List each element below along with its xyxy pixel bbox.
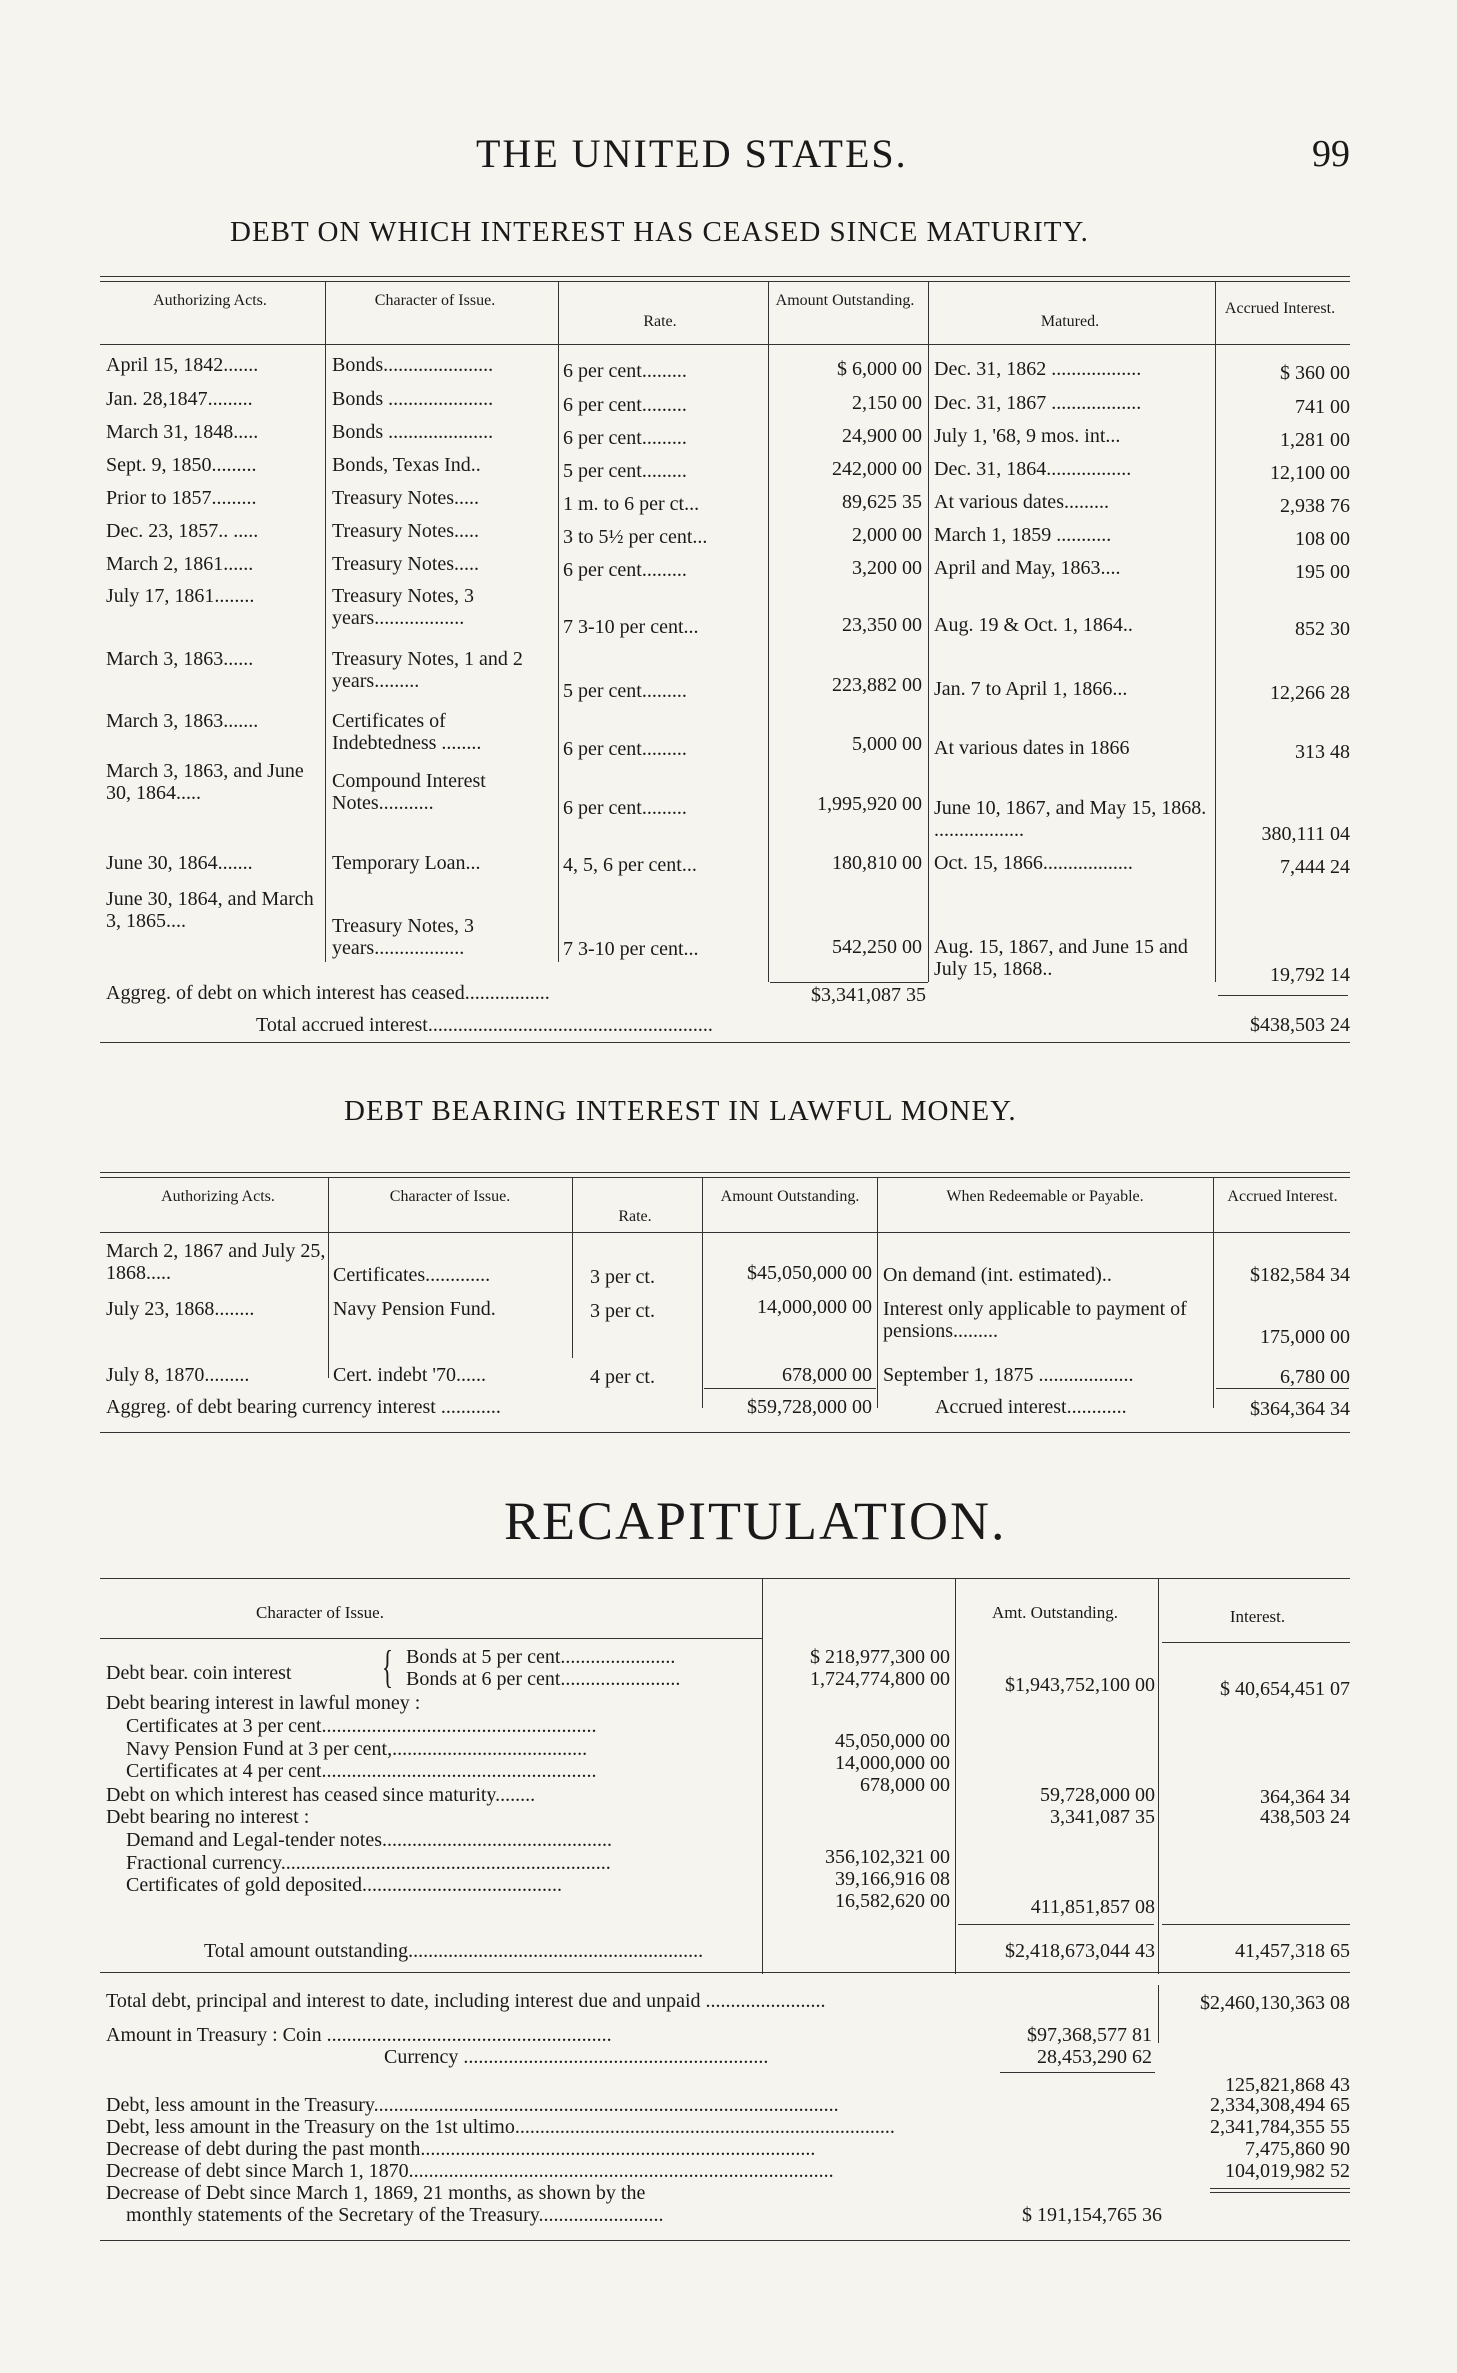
lawful-row-redeemable: September 1, 1875 ................... xyxy=(883,1364,1134,1386)
recap-noint-label: Debt bearing no interest : xyxy=(106,1806,310,1828)
ceased-row-matured: At various dates......... xyxy=(934,491,1109,513)
lawful-row-issue: Navy Pension Fund. xyxy=(333,1298,496,1320)
lawful-row-issue: Cert. indebt '70...... xyxy=(333,1364,487,1386)
ceased-aggregate-value: $3,341,087 35 xyxy=(811,984,926,1006)
ceased-row-interest: 2,938 76 xyxy=(1280,495,1350,517)
ceased-row-matured: Oct. 15, 1866.................. xyxy=(934,852,1133,874)
recap-gold-v: 16,582,620 00 xyxy=(835,1890,950,1912)
recap-navy: Navy Pension Fund at 3 per cent,....................................... xyxy=(126,1738,588,1760)
ceased-row-amount: 3,200 00 xyxy=(852,557,922,579)
recap-double-rule-2 xyxy=(1210,2192,1350,2193)
recap-less-label: Debt, less amount in the Treasury............................................................................................. xyxy=(106,2094,839,2116)
recap-vline-treasury xyxy=(1158,1985,1159,2043)
recap-top-rule xyxy=(100,1578,1350,1579)
ceased-row-interest: 380,111 04 xyxy=(1261,823,1350,845)
lawful-col-rate: Rate. xyxy=(618,1208,652,1225)
lawful-top-rule xyxy=(100,1172,1350,1173)
ceased-row-issue: Treasury Notes..... xyxy=(332,553,480,575)
ceased-row-issue: Treasury Notes, 3 years.................. xyxy=(332,915,475,959)
recap-table-bottom-rule xyxy=(100,1972,1350,1973)
recap-navy-v: 14,000,000 00 xyxy=(835,1752,950,1774)
recap-coin-label: Debt bear. coin interest xyxy=(106,1662,292,1684)
lawful-row-interest: 175,000 00 xyxy=(1260,1326,1350,1348)
ceased-header-rule xyxy=(100,344,1350,345)
ceased-row-acts: Sept. 9, 1850......... xyxy=(106,454,257,476)
recap-coin-bond5: Bonds at 5 per cent....................... xyxy=(406,1646,676,1668)
recap-cert3-v: 45,050,000 00 xyxy=(835,1730,950,1752)
recap-double-rule-1 xyxy=(1210,2188,1350,2189)
ceased-col-matured: Matured. xyxy=(1040,313,1100,330)
ceased-row-rate: 6 per cent......... xyxy=(563,559,687,581)
recap-cert4: Certificates at 4 per cent....................................................... xyxy=(126,1760,597,1782)
ceased-row-acts: Prior to 1857......... xyxy=(106,487,257,509)
recap-treasury-currency-label: Currency ............................................................. xyxy=(384,2046,769,2068)
recap-dec1869-line1: Decrease of Debt since March 1, 1869, 21 months, as shown by the xyxy=(106,2182,646,2204)
recap-col-amount: Amt. Outstanding. xyxy=(991,1603,1119,1622)
recap-total-int: 41,457,318 65 xyxy=(1235,1940,1350,1962)
ceased-row-amount: 2,150 00 xyxy=(852,392,922,414)
lawful-vline-3 xyxy=(702,1178,703,1408)
recap-total-amt: $2,418,673,044 43 xyxy=(1005,1940,1155,1962)
recap-col-interest: Interest. xyxy=(1229,1607,1286,1626)
ceased-row-matured: April and May, 1863.... xyxy=(934,557,1121,579)
recap-total-label: Total amount outstanding........................................................... xyxy=(204,1940,704,1962)
ceased-row-interest: 1,281 00 xyxy=(1280,429,1350,451)
ceased-total-label: Total accrued interest......................................................... xyxy=(256,1014,713,1036)
ceased-row-acts: March 2, 1861...... xyxy=(106,553,254,575)
ceased-row-acts: July 17, 1861........ xyxy=(106,585,255,607)
ceased-row-matured: Dec. 31, 1867 .................. xyxy=(934,392,1142,414)
ceased-row-rate: 6 per cent......... xyxy=(563,360,687,382)
ceased-col-character: Character of Issue. xyxy=(374,292,496,309)
ceased-row-interest: 852 30 xyxy=(1295,618,1350,640)
ceased-row-issue: Temporary Loan... xyxy=(332,852,481,874)
lawful-row-amount: 678,000 00 xyxy=(782,1364,872,1386)
lawful-col-redeemable: When Redeemable or Payable. xyxy=(946,1188,1144,1205)
recap-dec1869-value: $ 191,154,765 36 xyxy=(1022,2204,1162,2226)
lawful-row-interest: 6,780 00 xyxy=(1280,1366,1350,1388)
lawful-col-interest: Accrued Interest. xyxy=(1227,1188,1338,1205)
lawful-row-rate: 3 per ct. xyxy=(590,1266,655,1288)
recap-noint-amt: 411,851,857 08 xyxy=(1030,1896,1155,1918)
ceased-row-interest: 12,100 00 xyxy=(1270,462,1350,484)
recap-treasury-label: Amount in Treasury : Coin ......................................................... xyxy=(106,2024,612,2046)
ceased-col-rate: Rate. xyxy=(643,313,677,330)
recap-coin-v1: $ 218,977,300 00 xyxy=(810,1646,950,1668)
ceased-row-rate: 5 per cent......... xyxy=(563,460,687,482)
recap-treasury-rule xyxy=(1000,2072,1155,2073)
ceased-row-interest: $ 360 00 xyxy=(1280,362,1350,384)
lawful-row-redeemable: On demand (int. estimated).. xyxy=(883,1264,1112,1286)
ceased-row-rate: 1 m. to 6 per ct... xyxy=(563,493,700,515)
ceased-row-acts: June 30, 1864, and March 3, 1865.... xyxy=(106,888,314,932)
ceased-row-interest: 741 00 xyxy=(1295,396,1350,418)
ceased-total-value: $438,503 24 xyxy=(1250,1014,1350,1036)
ceased-row-amount: 242,000 00 xyxy=(832,458,922,480)
ceased-row-rate: 3 to 5½ per cent... xyxy=(563,526,708,548)
ceased-vline-2 xyxy=(558,282,559,962)
lawful-vline-5 xyxy=(1213,1178,1214,1408)
recap-less-value: 2,334,308,494 65 xyxy=(1210,2094,1350,2116)
recap-dec-month-label: Decrease of debt during the past month............................................................................... xyxy=(106,2138,816,2160)
ceased-row-acts: Dec. 23, 1857.. ..... xyxy=(106,520,259,542)
lawful-row-rate: 4 per ct. xyxy=(590,1366,655,1388)
recap-less1-value: 2,341,784,355 55 xyxy=(1210,2116,1350,2138)
ceased-row-acts: March 3, 1863....... xyxy=(106,710,259,732)
recap-title: RECAPITULATION. xyxy=(504,1491,1007,1551)
ceased-row-amount: 542,250 00 xyxy=(832,936,922,958)
recap-treasury-currency: 28,453,290 62 xyxy=(1037,2046,1152,2068)
ceased-row-issue: Treasury Notes..... xyxy=(332,520,480,542)
ceased-row-matured: Dec. 31, 1864................. xyxy=(934,458,1132,480)
ceased-row-amount: 23,350 00 xyxy=(842,614,922,636)
lawful-row-amount: $45,050,000 00 xyxy=(747,1262,872,1284)
ceased-row-rate: 5 per cent......... xyxy=(563,680,687,702)
ceased-row-interest: 195 00 xyxy=(1295,561,1350,583)
ceased-row-matured: June 10, 1867, and May 15, 1868. .................. xyxy=(934,797,1207,841)
ceased-row-acts: March 31, 1848..... xyxy=(106,421,259,443)
ceased-row-issue: Treasury Notes, 3 years.................. xyxy=(332,585,475,629)
recap-gold: Certificates of gold deposited........................................ xyxy=(126,1874,563,1896)
recap-dec-march-label: Decrease of debt since March 1, 1870..................................................................................... xyxy=(106,2160,834,2182)
lawful-row-redeemable: Interest only applicable to payment of pensions......... xyxy=(883,1298,1187,1342)
ceased-row-issue: Compound Interest Notes........... xyxy=(332,770,486,814)
lawful-amount-rule xyxy=(704,1388,876,1389)
ceased-row-matured: At various dates in 1866 xyxy=(934,737,1130,759)
ceased-row-matured: Jan. 7 to April 1, 1866... xyxy=(934,678,1128,700)
recap-total-int-rule xyxy=(1162,1924,1350,1925)
ceased-row-matured: Aug. 15, 1867, and June 15 and July 15, 1868.. xyxy=(934,936,1188,980)
page-number: 99 xyxy=(1312,133,1350,175)
recap-ceased-label: Debt on which interest has ceased since maturity........ xyxy=(106,1784,536,1806)
lawful-aggregate-value: $59,728,000 00 xyxy=(747,1396,872,1418)
ceased-row-interest: 313 48 xyxy=(1295,741,1350,763)
ceased-row-issue: Bonds ..................... xyxy=(332,388,494,410)
lawful-row-issue: Certificates............. xyxy=(333,1264,491,1286)
ceased-row-rate: 7 3-10 per cent... xyxy=(563,938,699,960)
lawful-vline-2 xyxy=(572,1178,573,1358)
ceased-row-rate: 4, 5, 6 per cent... xyxy=(563,854,697,876)
ceased-row-issue: Bonds...................... xyxy=(332,354,494,376)
lawful-row-acts: March 2, 1867 and July 25, 1868..... xyxy=(106,1240,326,1284)
ceased-aggregate-rule xyxy=(770,982,928,983)
ceased-vline-1 xyxy=(325,282,326,962)
recap-bottom-rule xyxy=(100,2240,1350,2241)
lawful-col-character: Character of Issue. xyxy=(389,1188,511,1205)
lawful-aggregate-label: Aggreg. of debt bearing currency interest ............ xyxy=(106,1396,501,1418)
lawful-top-rule-2 xyxy=(100,1177,1350,1178)
recap-fractional-v: 39,166,916 08 xyxy=(835,1868,950,1890)
recap-lawful-amt: 59,728,000 00 xyxy=(1040,1784,1155,1806)
ceased-row-interest: 19,792 14 xyxy=(1270,964,1350,986)
recap-cert3: Certificates at 3 per cent....................................................... xyxy=(126,1715,597,1737)
ceased-row-acts: March 3, 1863, and June 30, 1864..... xyxy=(106,760,304,804)
recap-ceased-int: 438,503 24 xyxy=(1260,1806,1350,1828)
ceased-col-interest: Accrued Interest. xyxy=(1224,300,1336,317)
lawful-col-amount: Amount Outstanding. xyxy=(720,1188,860,1205)
ceased-row-issue: Certificates of Indebtedness ........ xyxy=(332,710,482,754)
lawful-row-acts: July 8, 1870......... xyxy=(106,1364,250,1386)
ceased-row-interest: 7,444 24 xyxy=(1280,856,1350,878)
ceased-aggregate-label: Aggreg. of debt on which interest has ceased................. xyxy=(106,982,550,1004)
ceased-row-amount: 5,000 00 xyxy=(852,733,922,755)
lawful-section-title: DEBT BEARING INTEREST IN LAWFUL MONEY. xyxy=(344,1095,1017,1127)
recap-col-character: Character of Issue. xyxy=(256,1603,384,1622)
ceased-row-rate: 6 per cent......... xyxy=(563,427,687,449)
ceased-row-issue: Treasury Notes..... xyxy=(332,487,480,509)
ceased-row-acts: June 30, 1864....... xyxy=(106,852,253,874)
recap-lawful-label: Debt bearing interest in lawful money : xyxy=(106,1692,421,1714)
ceased-row-rate: 6 per cent......... xyxy=(563,738,687,760)
recap-coin-brace: { xyxy=(382,1641,394,1692)
ceased-row-amount: 1,995,920 00 xyxy=(817,793,922,815)
recap-totaldebt-label: Total debt, principal and interest to date, including interest due and unpaid ........................ xyxy=(106,1990,826,2012)
ceased-row-rate: 6 per cent......... xyxy=(563,394,687,416)
lawful-row-rate: 3 per ct. xyxy=(590,1300,655,1322)
ceased-vline-4 xyxy=(928,282,929,982)
page-header-title: THE UNITED STATES. xyxy=(476,131,908,176)
recap-lawful-int: 364,364 34 xyxy=(1260,1786,1350,1808)
ceased-row-issue: Bonds, Texas Ind.. xyxy=(332,454,481,476)
recap-coin-v2: 1,724,774,800 00 xyxy=(810,1668,950,1690)
ceased-row-amount: $ 6,000 00 xyxy=(837,358,922,380)
recap-treasury-total: 125,821,868 43 xyxy=(1225,2074,1350,2096)
ceased-row-acts: April 15, 1842....... xyxy=(106,354,259,376)
recap-cert4-v: 678,000 00 xyxy=(860,1774,950,1796)
recap-header-rule-right xyxy=(1162,1642,1350,1643)
ceased-row-amount: 24,900 00 xyxy=(842,425,922,447)
ceased-row-amount: 89,625 35 xyxy=(842,491,922,513)
ceased-row-issue: Treasury Notes, 1 and 2 years......... xyxy=(332,648,523,692)
ceased-col-acts: Authorizing Acts. xyxy=(153,292,267,309)
recap-vline-3 xyxy=(1158,1579,1159,1974)
lawful-bottom-rule xyxy=(100,1432,1350,1433)
lawful-header-rule xyxy=(100,1232,1350,1233)
ceased-row-amount: 2,000 00 xyxy=(852,524,922,546)
lawful-row-interest: $182,584 34 xyxy=(1250,1264,1350,1286)
ceased-vline-3 xyxy=(768,282,769,982)
recap-fractional: Fractional currency.................................................................. xyxy=(126,1852,611,1874)
recap-demand-v: 356,102,321 00 xyxy=(825,1846,950,1868)
ceased-row-issue: Bonds ..................... xyxy=(332,421,494,443)
recap-dec1869-line2: monthly statements of the Secretary of the Treasury......................... xyxy=(126,2204,664,2226)
ceased-top-rule xyxy=(100,276,1350,277)
lawful-interest-rule xyxy=(1216,1388,1349,1389)
ceased-row-interest: 108 00 xyxy=(1295,528,1350,550)
ceased-row-matured: Aug. 19 & Oct. 1, 1864.. xyxy=(934,614,1133,636)
ceased-row-acts: Jan. 28,1847......... xyxy=(106,388,253,410)
recap-totaldebt-value: $2,460,130,363 08 xyxy=(1200,1992,1350,2014)
lawful-accrued-label: Accrued interest............ xyxy=(935,1396,1127,1418)
ceased-row-acts: March 3, 1863...... xyxy=(106,648,254,670)
ceased-section-title: DEBT ON WHICH INTEREST HAS CEASED SINCE MATURITY. xyxy=(230,216,1089,248)
ceased-row-interest: 12,266 28 xyxy=(1270,682,1350,704)
recap-coin-int: $ 40,654,451 07 xyxy=(1220,1678,1350,1700)
recap-dec-march-value: 104,019,982 52 xyxy=(1225,2160,1350,2182)
lawful-vline-4 xyxy=(877,1178,878,1408)
recap-less1-label: Debt, less amount in the Treasury on the 1st ultimo............................................................................ xyxy=(106,2116,895,2138)
lawful-col-acts: Authorizing Acts. xyxy=(161,1188,275,1205)
recap-dec-month-value: 7,475,860 90 xyxy=(1245,2138,1350,2160)
ceased-row-amount: 180,810 00 xyxy=(832,852,922,874)
recap-ceased-amt: 3,341,087 35 xyxy=(1050,1806,1155,1828)
lawful-accrued-value: $364,364 34 xyxy=(1250,1398,1350,1420)
ceased-row-rate: 6 per cent......... xyxy=(563,797,687,819)
recap-coin-amt: $1,943,752,100 00 xyxy=(1005,1674,1155,1696)
lawful-vline-1 xyxy=(328,1178,329,1378)
ceased-row-rate: 7 3-10 per cent... xyxy=(563,616,699,638)
ceased-row-matured: Dec. 31, 1862 .................. xyxy=(934,358,1142,380)
recap-treasury-coin: $97,368,577 81 xyxy=(1027,2024,1152,2046)
ceased-bottom-rule xyxy=(100,1042,1350,1043)
ceased-col-amount: Amount Outstanding. xyxy=(775,292,915,309)
ceased-row-matured: July 1, '68, 9 mos. int... xyxy=(934,425,1121,447)
ceased-top-rule-2 xyxy=(100,281,1350,282)
lawful-row-acts: July 23, 1868........ xyxy=(106,1298,255,1320)
lawful-row-amount: 14,000,000 00 xyxy=(757,1296,872,1318)
recap-demand: Demand and Legal-tender notes.............................................. xyxy=(126,1829,613,1851)
recap-header-rule-left xyxy=(100,1638,762,1639)
ceased-interest-rule xyxy=(1218,995,1348,996)
ceased-row-amount: 223,882 00 xyxy=(832,674,922,696)
ceased-row-matured: March 1, 1859 ........... xyxy=(934,524,1112,546)
recap-coin-bond6: Bonds at 6 per cent........................ xyxy=(406,1668,681,1690)
recap-total-rule xyxy=(958,1924,1154,1925)
